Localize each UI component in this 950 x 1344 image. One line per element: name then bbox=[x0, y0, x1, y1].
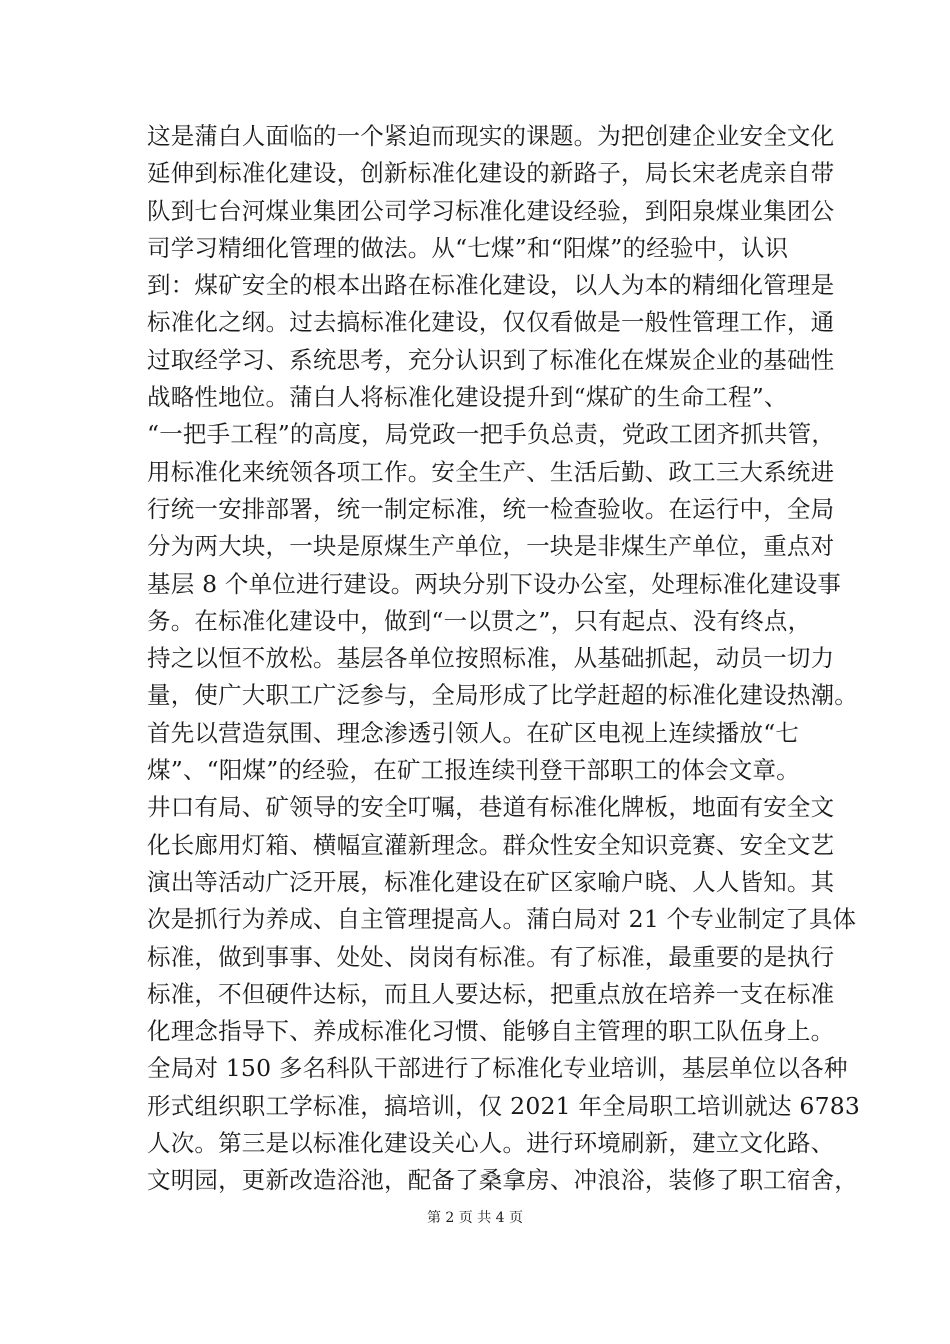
text-line: 司学习精细化管理的做法。从“七煤”和“阳煤”的经验中，认识 bbox=[147, 233, 789, 262]
text-line: 煤”、“阳煤”的经验，在矿工报连续刊登干部职工的体会文章。 bbox=[147, 756, 800, 785]
text-line: 演出等活动广泛开展，标准化建设在矿区家喻户晓、人人皆知。其 bbox=[147, 867, 835, 896]
text-line: 到：煤矿安全的根本出路在标准化建设，以人为本的精细化管理是 bbox=[147, 271, 835, 300]
text-line: 队到七台河煤业集团公司学习标准化建设经验，到阳泉煤业集团公 bbox=[147, 196, 835, 225]
text-line: 化理念指导下、养成标准化习惯、能够自主管理的职工队伍身上。 bbox=[147, 1017, 835, 1046]
text-line: 标准，做到事事、处处、岗岗有标准。有了标准，最重要的是执行 bbox=[147, 942, 835, 971]
page-footer bbox=[0, 1208, 950, 1228]
text-line: 战略性地位。蒲白人将标准化建设提升到“煤矿的生命工程”、 bbox=[147, 383, 788, 412]
text-line: 全局对 150 多名科队干部进行了标准化专业培训，基层单位以各种 bbox=[147, 1054, 848, 1083]
text-line: 标准，不但硬件达标，而且人要达标，把重点放在培养一支在标准 bbox=[147, 979, 835, 1008]
text-line: 基层 8 个单位进行建设。两块分别下设办公室，处理标准化建设事 bbox=[147, 569, 842, 598]
text-line: 这是蒲白人面临的一个紧迫而现实的课题。为把创建企业安全文化 bbox=[147, 122, 835, 150]
body-text bbox=[147, 118, 861, 1200]
text-line: 延伸到标准化建设，创新标准化建设的新路子，局长宋老虎亲自带 bbox=[147, 159, 835, 188]
text-line: 化长廊用灯箱、横幅宣灌新理念。群众性安全知识竞赛、安全文艺 bbox=[147, 830, 835, 859]
text-line: 过取经学习、系统思考，充分认识到了标准化在煤炭企业的基础性 bbox=[147, 345, 835, 374]
text-line: 量，使广大职工广泛参与，全局形成了比学赶超的标准化建设热潮。 bbox=[147, 681, 858, 710]
text-line: 井口有局、矿领导的安全叮嘱，巷道有标准化牌板，地面有安全文 bbox=[147, 793, 835, 822]
text-line: 次是抓行为养成、自主管理提高人。蒲白局对 21 个专业制定了具体 bbox=[147, 905, 857, 934]
text-line: 务。在标准化建设中，做到“一以贯之”，只有起点、没有终点， bbox=[147, 606, 812, 635]
text-line: 人次。第三是以标准化建设关心人。进行环境刷新，建立文化路、 bbox=[147, 1129, 835, 1158]
page-number-label: 第 2 页 共 4 页 bbox=[426, 1210, 524, 1226]
text-line: 形式组织职工学标准，搞培训，仅 2021 年全局职工培训就达 6783 bbox=[147, 1091, 861, 1120]
text-line: 首先以营造氛围、理念渗透引领人。在矿区电视上连续播放“七 bbox=[147, 718, 800, 747]
text-line: 标准化之纲。过去搞标准化建设，仅仅看做是一般性管理工作，通 bbox=[147, 308, 835, 337]
text-line: 分为两大块，一块是原煤生产单位，一块是非煤生产单位，重点对 bbox=[147, 532, 835, 561]
text-line: 持之以恒不放松。基层各单位按照标准，从基础抓起，动员一切力 bbox=[147, 644, 835, 673]
text-line: “一把手工程”的高度，局党政一把手负总责，党政工团齐抓共管， bbox=[147, 420, 836, 449]
text-line: 文明园，更新改造浴池，配备了桑拿房、冲浪浴，装修了职工宿舍， bbox=[147, 1166, 858, 1195]
text-line: 行统一安排部署，统一制定标准，统一检查验收。在运行中，全局 bbox=[147, 494, 835, 523]
text-line: 用标准化来统领各项工作。安全生产、生活后勤、政工三大系统进 bbox=[147, 457, 835, 486]
